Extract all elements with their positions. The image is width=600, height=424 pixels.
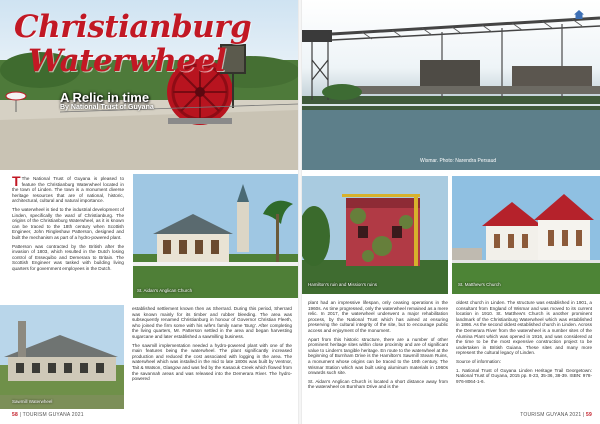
paragraph bbox=[12, 173, 124, 204]
caption-st-aidans: St. Aidan's Anglican Church bbox=[137, 288, 193, 293]
page-number-right: 59 bbox=[586, 412, 592, 418]
footer-right: TOURISM GUYANA 2021 | 59 bbox=[520, 412, 592, 418]
magazine-name-left: TOURISM GUYANA 2021 bbox=[22, 412, 84, 418]
caption-st-matthews: St. Matthew's Church bbox=[458, 282, 501, 287]
article-column-4 bbox=[456, 300, 592, 387]
source-citation: 1. National Trust of Guyana Linden Heritage Trail Georgetown: National Trust of Guyana, 2015 pp. 8-23, 35-36, 38-39. ISBN: 978-976-8064-1-6. bbox=[456, 367, 592, 384]
subtitle: A Relic in time bbox=[60, 90, 150, 105]
article-column-3 bbox=[308, 300, 448, 393]
magazine-name-right: TOURISM GUYANA 2021 bbox=[520, 412, 582, 418]
photo-hamilton-ruin bbox=[302, 176, 448, 294]
drop-cap: T bbox=[12, 173, 21, 189]
page-number-left: 58 bbox=[12, 412, 18, 418]
left-page bbox=[0, 0, 298, 424]
page-title bbox=[14, 10, 251, 78]
photo-st-matthews-church bbox=[452, 176, 600, 294]
article-column-1 bbox=[12, 173, 124, 275]
title-line-2: Waterwheel bbox=[28, 43, 227, 79]
photo-st-aidans-church bbox=[133, 174, 298, 298]
paragraph: oldest church in Linden. The structure was established in 1901, a consultant from England of Wismar and was moved to its current location in 1910. St. Matthew's Church is another prominent landmark of the Christianburg Waterwheel which was established in 1866. As the second oldest established church in Linden. Across the Demerara River from the waterwheel is a number sites of the Alumina Plant which was opened in 1916, and was considered at the time to be the most expensive construction project to be undertaken in British Guiana. These sites and many more represent the cultural legacy of Linden. bbox=[456, 300, 592, 356]
paragraph: The sawmill implementation needed a hydro-powered plant with one of the main features being the waterwheel. The plant significantly increased production and reduced the cost associated with logging in the area. The waterwheel which was installed in the mid to late 1800s was built by Ventnor, Tait & Watson, Glasgow and was fed by the Kasacuk Creek which flowed from the savannah areas and was released into the Demerara River. The hydro-powered bbox=[132, 342, 292, 382]
source-heading: Source of information: bbox=[456, 358, 501, 364]
article-column-2 bbox=[132, 306, 292, 385]
paragraph: plant had an impressive lifespan, only ceasing operations in the 1960s. As time progressed, only the waterwheel remained as a mere relic. In 2017, the waterwheel underwent a major rehabilitation process, by the National Trust which has aimed at ensuring preserving the cultural integrity of the site, but to encourage public access and enjoyment of the monument. bbox=[308, 300, 448, 333]
footer-left: 58 | TOURISM GUYANA 2021 bbox=[12, 412, 84, 418]
caption-sawmill: Sawmill Waterwheel bbox=[12, 399, 53, 404]
paragraph: The waterwheel is tied to the industrial development of Linden, specifically the ward of Christianburg. The origins of the Christianburg Waterwheel, as it is known can be traced to the 18th century when Scottish Engineer, John Ringleshaw Patterson, designed and built the mechanism as part of a hydro-powered plant. bbox=[12, 206, 124, 240]
hero-photo-waterwheel bbox=[0, 0, 298, 170]
right-page bbox=[302, 0, 600, 424]
caption-industrial-plant: Wismar. Photo: Narendra Persaud bbox=[420, 158, 497, 164]
paragraph: Apart from this historic structure, there are a number of other prominent heritage sites within close proximity and are of significant value to Linden's tangible heritage. En route to the waterwheel at the beginning of Burnham Drive is the Hamilton's Sawmill Steam Ruins, a monument whose origins can be traced to the 19th century. The Wismar Station which was built using aluminum materials in 1960s onwards such site. bbox=[308, 336, 448, 376]
home-icon[interactable] bbox=[574, 10, 584, 19]
photo-industrial-plant bbox=[302, 0, 600, 170]
paragraph-text: The National Trust of Guyana is pleased to feature the Christianburg Waterwheel located in the town of Linden. The town is a monument diverse heritage resources that are of national, historic, architectural, cultural and natural importance. bbox=[12, 176, 124, 204]
byline: By National Trust of Guyana bbox=[60, 104, 154, 111]
title-line-1: Christianburg bbox=[14, 9, 252, 45]
photo-sawmill bbox=[0, 305, 124, 409]
paragraph: St. Aidan's Anglican Church is located a short distance away from the waterwheel on Burnham Drive and is the bbox=[308, 378, 448, 390]
paragraph: established settlement known then as Sherrard. During this period, Sherrard was known mainly for its timber and rubber bleeding. The area was subsequently renamed Christianburg in honour of Governor Christian Fleeth, who joined the firm some with his wife's family name 'Burg'. After completing the living quarters, Mr. Patterson settled in the area and began harvesting sugarcane and later established a sawmilling business. bbox=[132, 306, 292, 339]
caption-hamilton: Hamilton's ruin and Mission's ruins bbox=[308, 282, 377, 287]
paragraph: Patterson was contracted by the British after the invasion of 1803, which resulted in the Dutch losing control of Essequibo and Demerara to Britain. The Scottish Engineer was tasked with building living quarters for government employees in the Dutch. bbox=[12, 243, 124, 271]
